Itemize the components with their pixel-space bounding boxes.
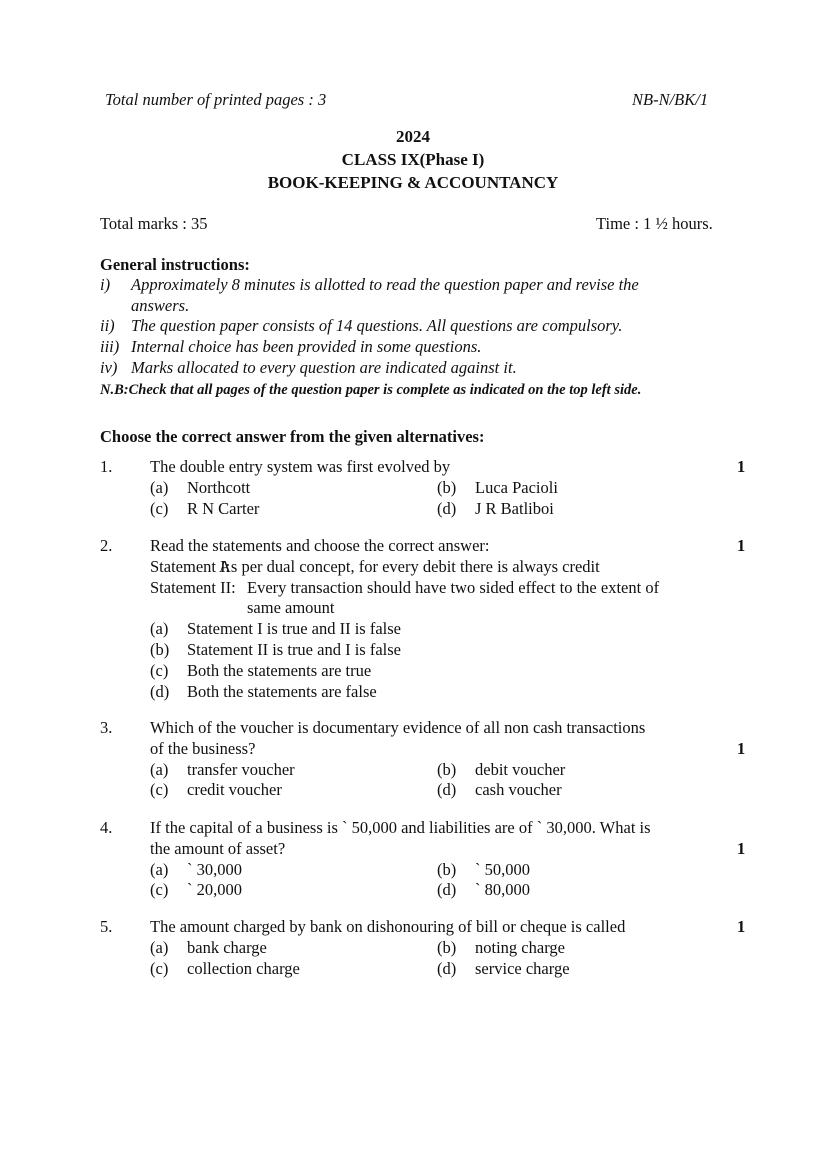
question-marks: 1 [737,838,746,858]
question-number: 4. [100,818,113,837]
question-text: The double entry system was first evolved by [150,457,451,476]
option-text: R N Carter [187,498,260,518]
instruction-text: The question paper consists of 14 questions. All questions are compulsory. [131,316,623,336]
question-text: the amount of asset? [150,838,286,858]
total-marks: Total marks : 35 [100,214,208,233]
class-title: CLASS IX(Phase I) [341,150,485,169]
question-number: 2. [100,536,113,555]
instruction-number: ii) [100,316,115,336]
statement-label: Statement I: [150,556,231,576]
statement-text: Every transaction should have two sided effect to the extent of [247,577,660,597]
question-marks: 1 [737,536,746,555]
question-text: If the capital of a business is ` 50,000 and liabilities are of ` 30,000. What is [150,818,651,837]
option-text: ` 50,000 [475,859,530,879]
section-heading: Choose the correct answer from the given alternatives: [100,427,485,446]
statement-text: same amount [247,598,335,618]
instruction-text: Internal choice has been provided in some questions. [131,337,482,357]
question-text: The amount charged by bank on dishonouring of bill or cheque is called [150,917,626,936]
instruction-number: i) [100,275,111,294]
option-text: Statement I is true and II is false [187,619,401,639]
exam-year: 2024 [396,127,430,146]
instruction-text: answers. [131,295,190,315]
option-text: service charge [475,958,570,978]
option-text: bank charge [187,937,267,957]
option-label: (c) [150,958,169,978]
statement-text: As per dual concept, for every debit there is always credit [219,556,600,576]
question-marks: 1 [737,457,746,476]
question-marks: 1 [737,917,746,936]
option-label: (c) [150,880,169,900]
option-text: Statement II is true and I is false [187,640,401,659]
option-label: (b) [437,859,457,879]
option-label: (d) [437,780,457,800]
option-text: credit voucher [187,780,282,800]
instructions-heading: General instructions: [100,255,250,274]
option-text: debit voucher [475,759,566,779]
instruction-text: Approximately 8 minutes is allotted to read the question paper and revise the [131,275,639,294]
option-text: ` 20,000 [187,880,242,900]
option-text: noting charge [475,937,565,957]
nb-note: N.B:Check that all pages of the question paper is complete as indicated on the top left side. [100,382,642,398]
instruction-text: Marks allocated to every question are indicated against it. [131,357,517,377]
question-number: 3. [100,718,113,737]
option-text: cash voucher [475,780,562,800]
option-label: (a) [150,619,169,639]
instruction-number: iii) [100,337,120,357]
option-label: (a) [150,859,169,879]
statement-label: Statement II: [150,577,236,597]
option-text: Northcott [187,477,251,497]
option-label: (d) [437,498,457,518]
option-label: (c) [150,498,169,518]
option-text: collection charge [187,958,300,978]
time-allowed: Time : 1 ½ hours. [596,214,713,233]
option-label: (b) [437,759,457,779]
option-label: (d) [437,880,457,900]
option-label: (c) [150,780,169,800]
option-label: (a) [150,477,169,497]
instruction-number: iv) [100,357,118,377]
option-text: transfer voucher [187,759,295,779]
subject-title: BOOK-KEEPING & ACCOUNTANCY [267,173,559,192]
option-label: (b) [437,477,457,497]
paper-code: NB-N/BK/1 [632,90,709,109]
option-label: (a) [150,759,169,779]
question-marks: 1 [737,738,746,758]
option-label: (b) [437,937,457,957]
question-text: Which of the voucher is documentary evidence of all non cash transactions [150,718,646,737]
question-number: 5. [100,917,113,936]
option-label: (c) [150,660,169,680]
option-text: Luca Pacioli [475,477,558,497]
option-text: J R Batliboi [475,498,554,518]
question-text: Read the statements and choose the correct answer: [150,536,490,555]
option-label: (b) [150,640,170,659]
option-text: ` 30,000 [187,859,242,879]
printed-pages-note: Total number of printed pages : 3 [105,90,327,109]
option-label: (a) [150,937,169,957]
option-label: (d) [150,681,170,701]
question-number: 1. [100,457,113,476]
option-text: Both the statements are true [187,660,372,680]
question-text: of the business? [150,738,256,758]
option-label: (d) [437,958,457,978]
option-text: ` 80,000 [475,880,530,900]
option-text: Both the statements are false [187,681,377,701]
